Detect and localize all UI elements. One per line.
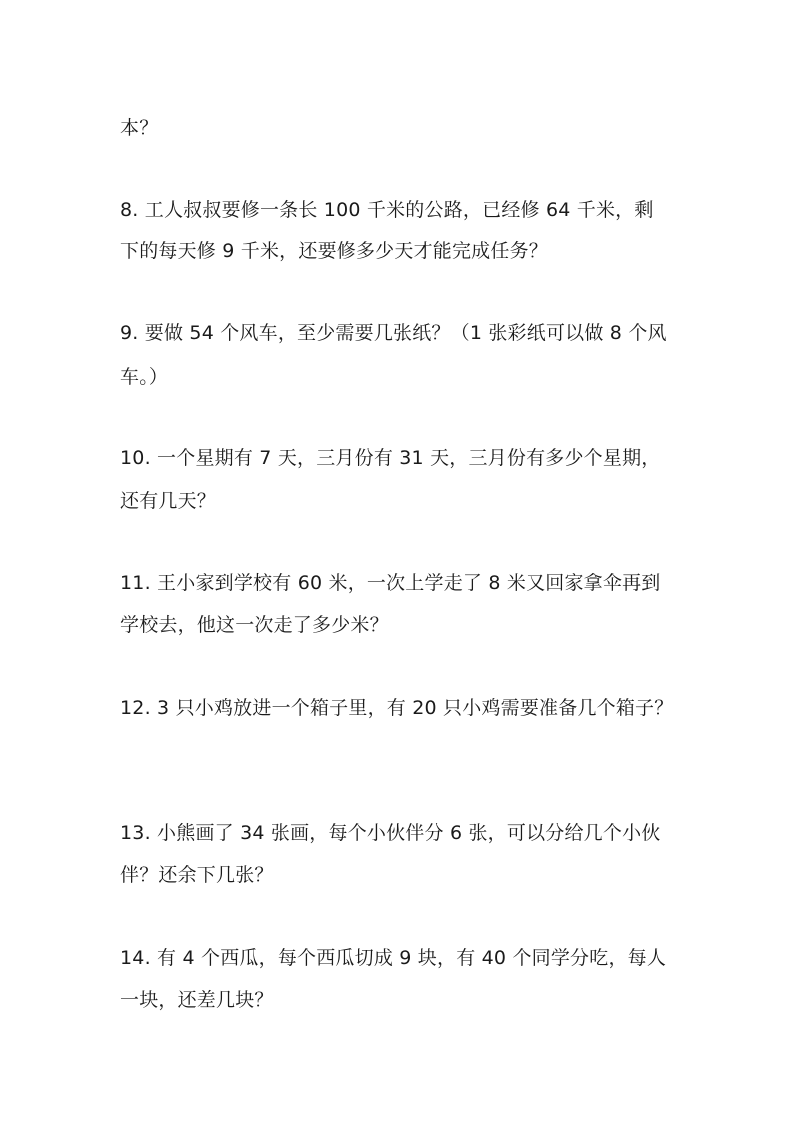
problem-line: 一块，还差几块？	[120, 989, 274, 1011]
problem-line: 12. 3 只小鸡放进一个箱子里，有 20 只小鸡需要准备几个箱子？	[120, 697, 674, 719]
problem-line: 还有几天？	[120, 490, 217, 512]
problem-line: 下的每天修 9 千米，还要修多少天才能完成任务？	[120, 240, 548, 262]
problem-line: 10. 一个星期有 7 天，三月份有 31 天，三月份有多少个星期，	[120, 447, 661, 469]
problem-line: 车。）	[120, 366, 169, 388]
problem-7-continuation: 本？	[120, 117, 159, 139]
problem-line: 14. 有 4 个西瓜，每个西瓜切成 9 块，有 40 个同学分吃，每人	[120, 947, 667, 969]
problem-line: 13. 小熊画了 34 张画，每个小伙伴分 6 张，可以分给几个小伙	[120, 822, 661, 844]
problem-line: 11. 王小家到学校有 60 米，一次上学走了 8 米又回家拿伞再到	[120, 572, 661, 594]
problem-line: 8. 工人叔叔要修一条长 100 千米的公路，已经修 64 千米，剩	[120, 199, 654, 221]
problem-line: 学校去，他这一次走了多少米？	[120, 614, 389, 636]
problem-line: 9. 要做 54 个风车，至少需要几张纸？（1 张彩纸可以做 8 个风	[120, 322, 667, 344]
problem-line: 伴？还余下几张？	[120, 864, 274, 886]
